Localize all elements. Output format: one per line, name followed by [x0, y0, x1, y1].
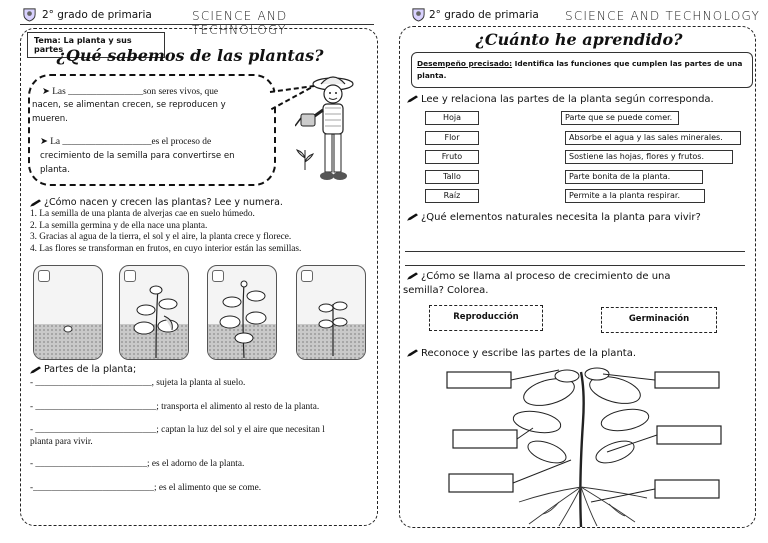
sprout-illustration	[315, 294, 351, 358]
pencil-icon	[407, 349, 418, 357]
pea-plant-fruits-illustration	[128, 280, 184, 360]
part-line-2: - __________________________; transporta el alimento al resto de la planta.	[30, 402, 320, 412]
part-line-1: - _________________________, sujeta la planta al suelo.	[30, 378, 246, 388]
page-title: ¿Cuánto he aprendido?	[475, 30, 683, 49]
number-box[interactable]	[38, 270, 50, 282]
step-2: 2. La semilla germina y de ella nace una planta.	[30, 220, 208, 231]
question-label-parts: Reconoce y escribe las partes de la planta.	[421, 348, 637, 359]
pencil-icon	[407, 95, 418, 103]
growth-card-2	[119, 265, 189, 360]
grade-label: 2° grado de primaria	[42, 9, 152, 21]
sentence-2b: crecimiento de la semilla para convertirse en	[40, 151, 235, 161]
pencil-icon	[30, 366, 41, 374]
part-name-box[interactable]: Raíz	[425, 189, 479, 203]
option-reproduccion[interactable]: Reproducción	[429, 305, 543, 331]
answer-line[interactable]	[405, 265, 745, 266]
step-1: 1. La semilla de una planta de alverjas cae en suelo húmedo.	[30, 209, 255, 219]
step-3: 3. Gracias al agua de la tierra, el sol y el aire, la planta crece y florece.	[30, 232, 292, 242]
right-page	[389, 0, 768, 543]
sentence-2c: planta.	[40, 165, 70, 175]
pencil-icon	[407, 272, 418, 280]
part-line-3b: planta para vivir.	[30, 437, 93, 447]
growth-card-3	[207, 265, 277, 360]
header-rule	[20, 24, 374, 25]
sentence-1c: mueren.	[32, 114, 68, 124]
boy-watering-plant-illustration	[295, 70, 365, 185]
pea-plant-flowering-illustration	[216, 278, 272, 360]
question-grow-plants: ¿Cómo nacen y crecen las plantas? Lee y numera.	[44, 197, 283, 208]
performance-text: Identifica las funciones que cumplen las partes de una	[512, 59, 743, 68]
steps-list	[30, 209, 370, 255]
question-plant-parts: Partes de la planta;	[44, 364, 137, 375]
sentence-1a: Las ________________son seres vivos, que	[52, 87, 219, 97]
performance-label: Desempeño precisado:	[417, 59, 513, 68]
part-line-3: - __________________________; captan la luz del sol y el aire que necesitan l	[30, 425, 325, 435]
part-name-box[interactable]: Hoja	[425, 111, 479, 125]
part-line-5: -__________________________; es el alimento que se come.	[30, 483, 262, 493]
function-box[interactable]: Permite a la planta respirar.	[565, 189, 705, 203]
part-name-box[interactable]: Tallo	[425, 170, 479, 184]
function-box[interactable]: Parte que se puede comer.	[561, 111, 679, 125]
plant-parts-diagram	[419, 362, 749, 527]
school-crest-icon	[411, 7, 426, 22]
pencil-icon	[407, 213, 418, 221]
growth-card-1	[33, 265, 103, 360]
subject-label: SCIENCE AND TECHNOLOGY	[565, 9, 760, 23]
step-4: 4. Las flores se transforman en frutos, en cuyo interior están las semillas.	[30, 243, 302, 254]
subject-label: SCIENCE AND TECHNOLOGY	[192, 9, 288, 37]
school-crest-icon	[22, 7, 37, 22]
page-title: ¿Qué sabemos de las plantas?	[56, 46, 324, 65]
answer-line[interactable]	[405, 251, 745, 252]
growth-card-4	[296, 265, 366, 360]
function-box[interactable]: Parte bonita de la planta.	[565, 170, 703, 184]
sentence-1b: nacen, se alimentan crecen, se reproducen y	[32, 100, 226, 110]
question-growth-process: ¿Cómo se llama al proceso de crecimiento de una	[421, 271, 671, 282]
part-name-box[interactable]: Flor	[425, 131, 479, 145]
function-box[interactable]: Sostiene las hojas, flores y frutos.	[565, 150, 733, 164]
function-box[interactable]: Absorbe el agua y las sales minerales.	[565, 131, 741, 145]
topic-box: Tema: La planta y sus partes	[27, 32, 165, 58]
pencil-icon	[30, 199, 41, 207]
sentence-2a: La ___________________es el proceso de	[50, 137, 212, 147]
question-match-parts: Lee y relaciona las partes de la planta según corresponda.	[421, 94, 714, 105]
grade-label: 2° grado de primaria	[429, 9, 539, 21]
question-growth-process-2: semilla? Colorea.	[403, 285, 489, 296]
question-natural-elements: ¿Qué elementos naturales necesita la planta para vivir?	[421, 212, 701, 223]
seed-icon	[62, 324, 74, 334]
bullet-arrow-icon: ➤	[40, 137, 48, 147]
part-name-box[interactable]: Fruto	[425, 150, 479, 164]
option-germinacion[interactable]: Germinación	[601, 307, 717, 333]
part-line-4: - ________________________; es el adorno de la planta.	[30, 459, 245, 469]
performance-text-2: planta.	[417, 71, 447, 80]
bullet-arrow-icon: ➤	[42, 87, 50, 97]
number-box[interactable]	[301, 270, 313, 282]
